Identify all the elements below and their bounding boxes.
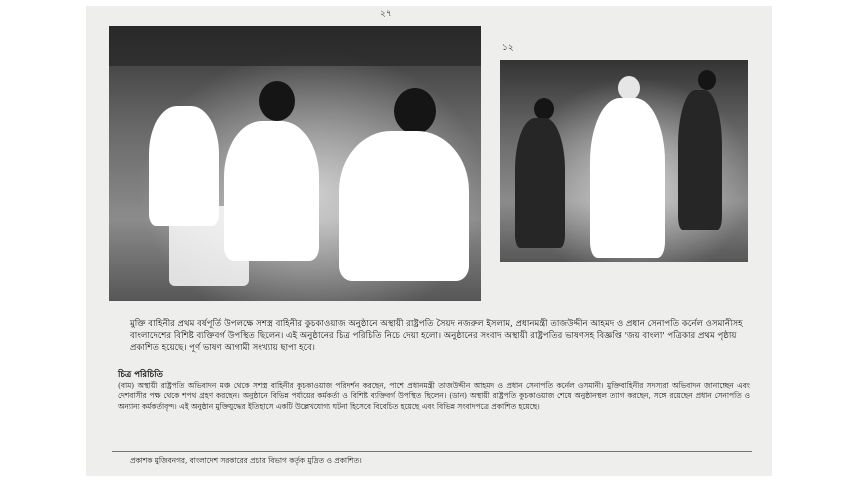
page-number: ২৭	[380, 9, 392, 19]
ceremony-photo-right	[500, 60, 748, 262]
caption-text: মুক্তি বাহিনীর প্রথম বর্ষপূর্তি উপলক্ষে সশস্ত্র বাহিনীর কুচকাওয়াজ অনুষ্ঠানে অস্থায়ী রাষ্ট্রপতি সৈয়দ নজরুল ইসলাম, প্রধানমন্ত্রী তাজউদ্দীন আহমদ ও প্রধান সেনাপতি কর্নেল ওসমানীসহ বাংলাদেশের বিশিষ্ট ব্যক্তিবর্গ উপস্থিত ছিলেন। এই অনুষ্ঠানের চিত্র পরিচিতি নিচে দেয়া হলো। অনুষ্ঠানের সংবাদ অস্থায়ী রাষ্ট্রপতির ভাষণসহ বিজ্ঞপ্তি 'জয় বাংলা' পত্রিকার প্রথম পৃষ্ঠায় প্রকাশিত হয়েছে। পূর্ণ ভাষণ আগামী সংখ্যায় ছাপা হবে।	[130, 319, 743, 353]
ceremony-photo-left	[109, 26, 481, 301]
publisher-credit: প্রকাশক মুজিবনগর, বাংলাদেশ সরকারের প্রচার বিভাগ কর্তৃক মুদ্রিত ও প্রকাশিত।	[130, 456, 362, 465]
right-photo-number: ১২	[502, 43, 514, 53]
photo-caption	[130, 318, 750, 354]
photo-description: (বাম) অস্থায়ী রাষ্ট্রপতি অভিবাদন মঞ্চ থেকে সশস্ত্র বাহিনীর কুচকাওয়াজ পরিদর্শন করছেন, পাশে প্রধানমন্ত্রী তাজউদ্দীন আহমদ ও প্রধান সেনাপতি কর্নেল ওসমানী। মুক্তিবাহিনীর সদস্যরা অভিবাদন জানাচ্ছেন এবং দেশবাসীর পক্ষ থেকে শপথ গ্রহণ করছেন। অনুষ্ঠানে বিভিন্ন পর্যায়ের কর্মকর্তা ও বিশিষ্ট ব্যক্তিবর্গ উপস্থিত ছিলেন। (ডান) অস্থায়ী রাষ্ট্রপতি কুচকাওয়াজ শেষে অনুষ্ঠানস্থল ত্যাগ করছেন, সঙ্গে রয়েছেন প্রধান সেনাপতি ও অন্যান্য কর্মকর্তাবৃন্দ। এই অনুষ্ঠান মুক্তিযুদ্ধের ইতিহাসে একটি উল্লেখযোগ্য ঘটনা হিসেবে বিবেচিত হয়েছে এবং বিভিন্ন সংবাদপত্রে প্রকাশিত হয়েছে।	[118, 381, 750, 411]
section-title: চিত্র পরিচিতি	[118, 370, 163, 380]
divider	[112, 451, 752, 452]
